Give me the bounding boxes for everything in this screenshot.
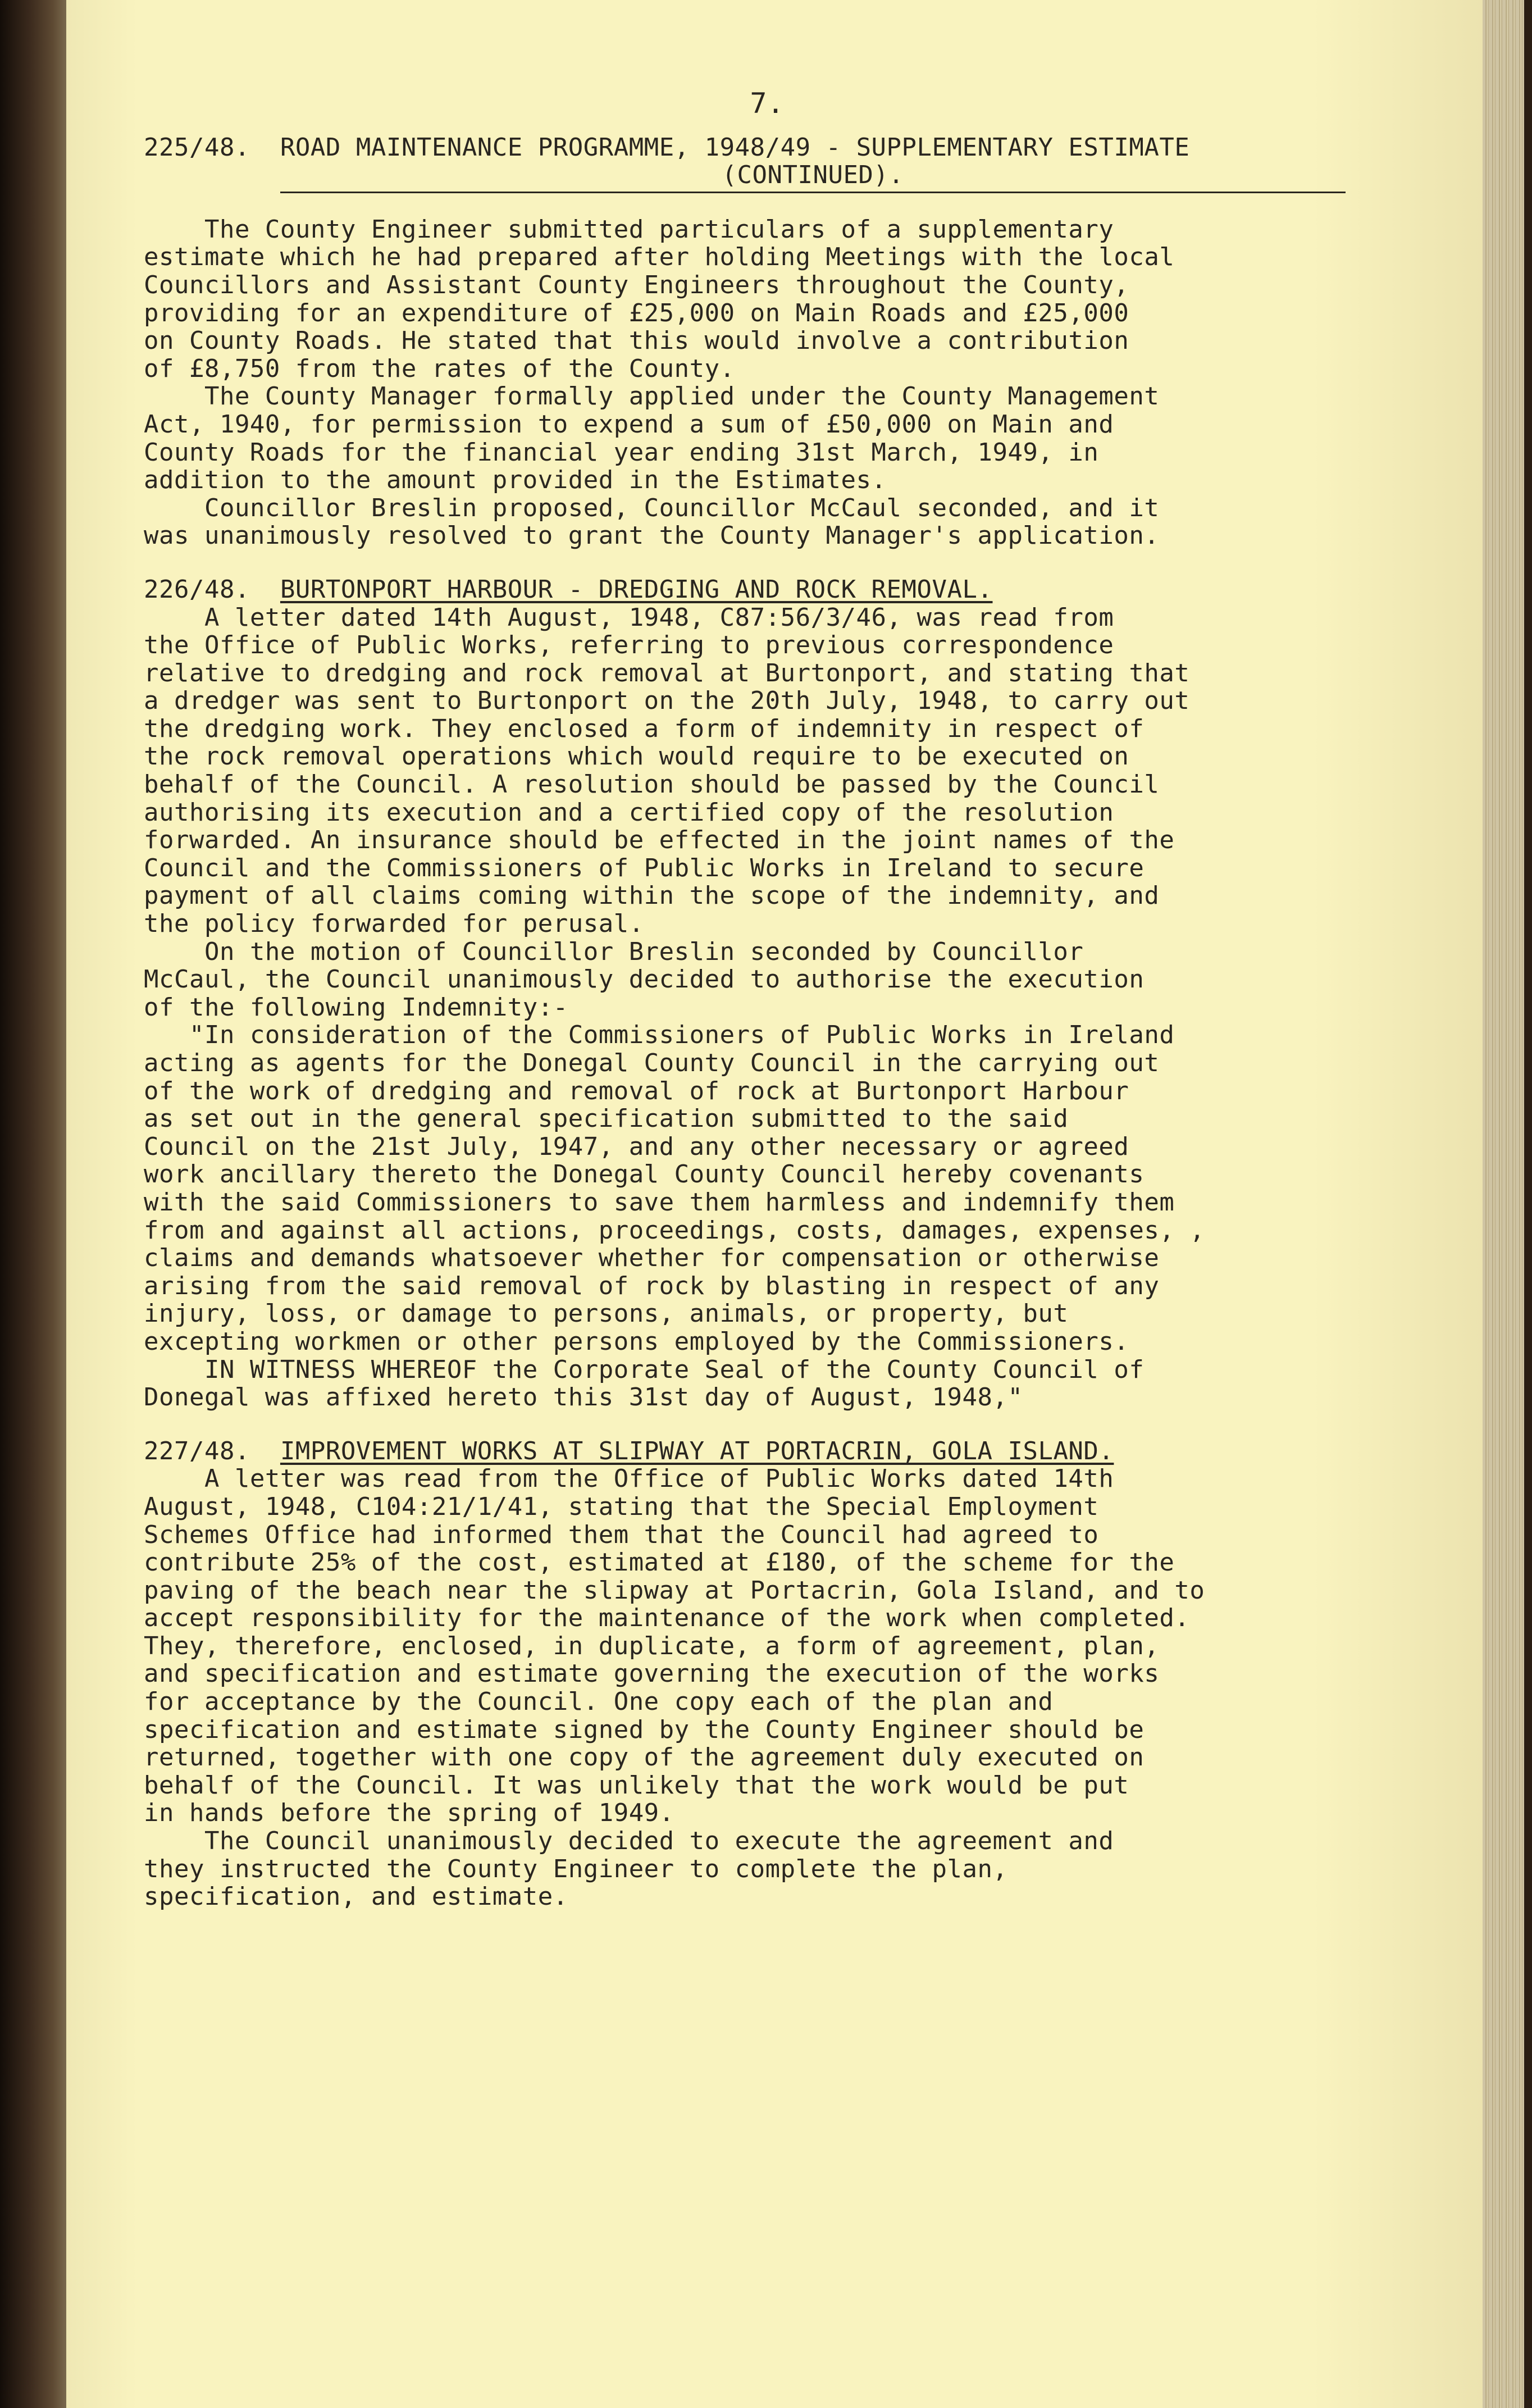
item-title: BURTONPORT HARBOUR - DREDGING AND ROCK REMOVAL. — [280, 575, 993, 604]
paragraph: IN WITNESS WHEREOF the Corporate Seal of the County Council of Donegal was affixed hereto this 31st day of August, 1948," — [144, 1355, 1145, 1412]
item-226-header — [144, 576, 1346, 604]
item-title-line2: (CONTINUED). — [280, 161, 1346, 193]
item-title: IMPROVEMENT WORKS AT SLIPWAY AT PORTACRIN, GOLA ISLAND. — [280, 1436, 1114, 1465]
item-number: 225/48. — [144, 133, 250, 162]
item-number: 227/48. — [144, 1436, 250, 1465]
page-number: 7. — [750, 87, 785, 120]
item-227-header — [144, 1437, 1346, 1465]
page-stack-edge — [1483, 0, 1532, 2408]
minutes-text — [144, 87, 1346, 1911]
item-225-header — [144, 134, 1346, 193]
paragraph: Councillor Breslin proposed, Councillor McCaul seconded, and it was unanimously resolved to grant the County Manager's application. — [144, 493, 1160, 550]
book-binding-edge — [0, 0, 66, 2408]
item-number: 226/48. — [144, 575, 250, 604]
paragraph: A letter was read from the Office of Public Works dated 14th August, 1948, C104:21/1/41, stating that the Special Employment Schemes Office had informed them that the Council had agreed to contribute 25% of the cost, estimated at £180, of the scheme for the paving of the beach near the slipway at Portacrin, Gola Island, and to accept responsibility for the maintenance of the work when completed. They, therefore, enclosed, in duplicate, a form of agreement, plan, and specification and estimate governing the execution of the works for acceptance by the Council. One copy each of the plan and specification and estimate signed by the County Engineer should be returned, together with one copy of the agreement duly executed on behalf of the Council. It was unlikely that the work would be put in hands before the spring of 1949. — [144, 1464, 1205, 1828]
item-title-line1: ROAD MAINTENANCE PROGRAMME, 1948/49 - SUPPLEMENTARY ESTIMATE — [280, 133, 1190, 162]
item-title — [280, 134, 1346, 193]
paragraph: The Council unanimously decided to execute the agreement and they instructed the County Engineer to complete the plan, specification, and estimate. — [144, 1827, 1114, 1911]
paragraph: On the motion of Councillor Breslin seconded by Councillor McCaul, the Council unanimously decided to authorise the execution of the following Indemnity:- — [144, 937, 1145, 1022]
paragraph: The County Manager formally applied under the County Management Act, 1940, for permission to expend a sum of £50,000 on Main and County Roads for the financial year ending 31st March, 1949, in addition to the amount provided in the Estimates. — [144, 382, 1160, 495]
indemnity-quote: "In consideration of the Commissioners of Public Works in Ireland acting as agents for the Donegal County Council in the carrying out of the work of dredging and removal of rock at Burtonport Harbour as set out in the general specification submitted to the said Council on the 21st July, 1947, and any other necessary or agreed work ancillary thereto the Donegal County Council hereby covenants with the said Commissioners to save them harmless and indemnify them from and against all actions, proceedings, costs, damages, expenses, , claims and demands whatsoever whether for compensation or otherwise arising from the said removal of rock by blasting in respect of any injury, loss, or damage to persons, animals, or property, but excepting workmen or other persons employed by the Commissioners. — [144, 1021, 1205, 1356]
paragraph: The County Engineer submitted particulars of a supplementary estimate which he had prepared after holding Meetings with the local Councillors and Assistant County Engineers throughout the County, providing for an expenditure of £25,000 on Main Roads and £25,000 on County Roads. He stated that this would involve a contribution of £8,750 from the rates of the County. — [144, 215, 1175, 383]
paragraph: A letter dated 14th August, 1948, C87:56/3/46, was read from the Office of Public Works, referring to previous correspondence relative to dredging and rock removal at Burtonport, and stating that a dredger was sent to Burtonport on the 20th July, 1948, to carry out the dredging work. They enclosed a form of indemnity in respect of the rock removal operations which would require to be executed on behalf of the Council. A resolution should be passed by the Council authorising its execution and a certified copy of the resolution forwarded. An insurance should be effected in the joint names of the Council and the Commissioners of Public Works in Ireland to secure payment of all claims coming within the scope of the indemnity, and the policy forwarded for perusal. — [144, 603, 1190, 939]
